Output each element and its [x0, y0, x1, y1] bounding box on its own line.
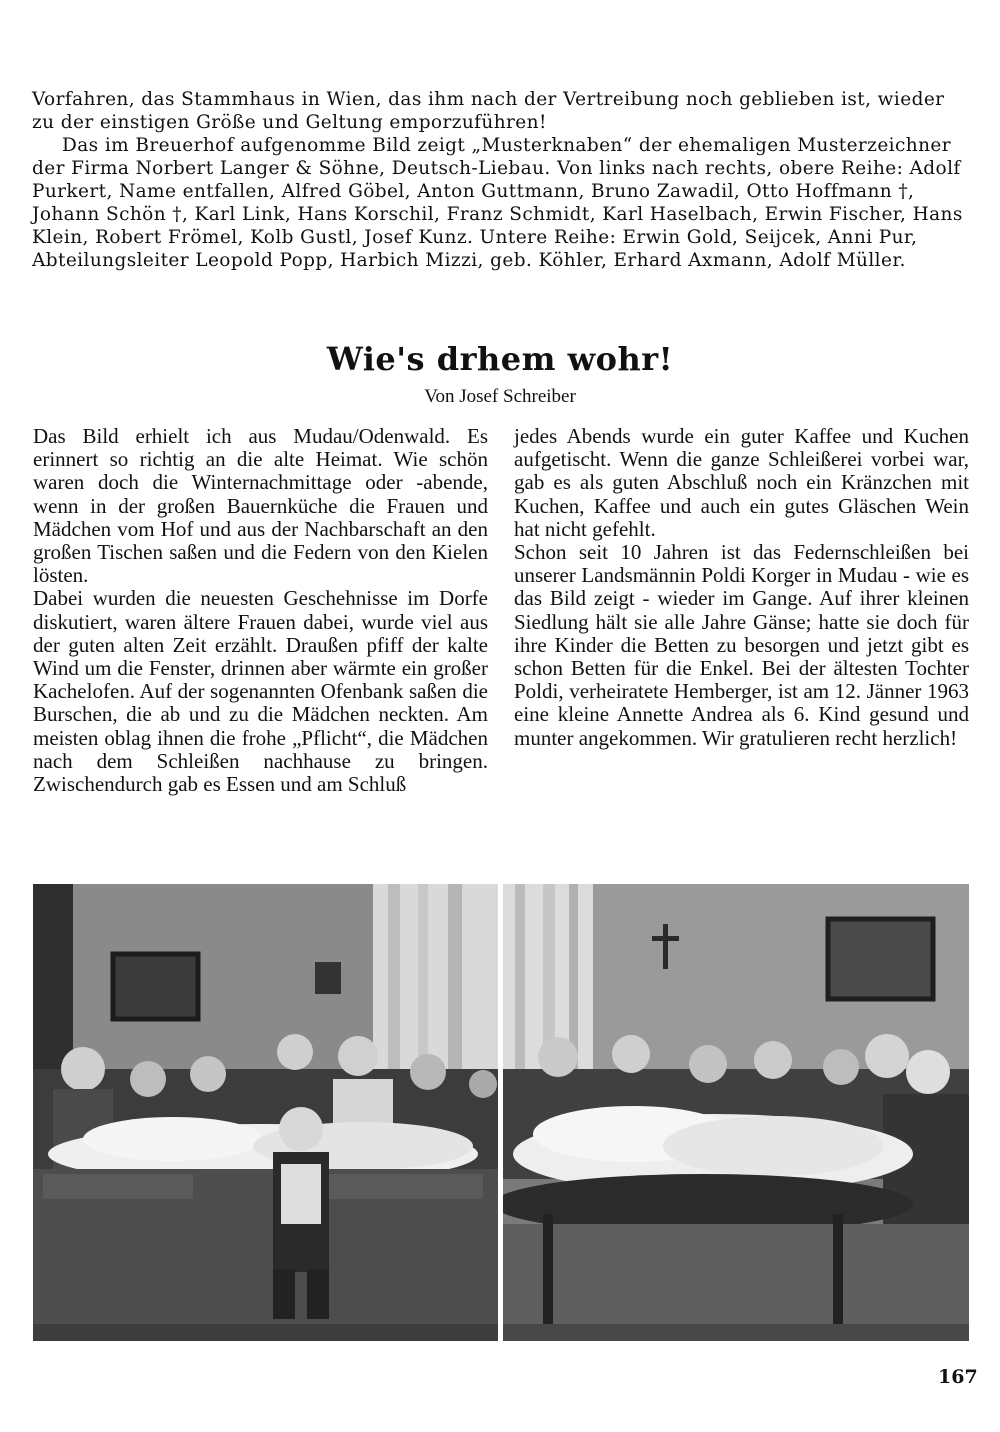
- intro-paragraph-2: Das im Breuerhof aufgenomme Bild zeigt „Musterknaben“ der ehemaligen Musterzeichner der Firma Norbert Langer & Söhne, Deutsch-Liebau. Von links nach rechts, obere Reihe: Adolf Purkert, Name entfallen, Alfred Göbel, Anton Guttmann, Bruno Zawadil, Otto Hoffmann †, Johann Schön †, Karl Link, Hans Korschil, Franz Schmidt, Karl Haselbach, Erwin Fischer, Hans Klein, Robert Frömel, Kolb Gustl, Josef Kunz. Untere Reihe: Erwin Gold, Seijcek, Anni Pur, Abteilungsleiter Leopold Popp, Harbich Mizzi, geb. Köhler, Erhard Axmann, Adolf Müller.: [32, 135, 963, 271]
- photo-left-drawing: [33, 884, 498, 1341]
- article-column-right: [514, 425, 969, 750]
- photo-right-drawing: [503, 884, 969, 1341]
- intro-paragraph-1: Vorfahren, das Stammhaus in Wien, das ihm nach der Vertreibung noch geblieben ist, wieder zu der einstigen Größe und Geltung emporzuführen!: [32, 89, 945, 133]
- article-column-left: [33, 425, 488, 796]
- article-paragraph: Schon seit 10 Jahren ist das Federnschleißen bei unserer Landsmännin Poldi Korger in Mudau - wie es das Bild zeigt - wieder im Gange. Auf ihrer kleinen Siedlung hält sie alle Jahre Gänse; hatte sie doch für ihre Kinder die Betten zu besorgen und jetzt gibt es schon Betten für die Enkel. Bei der ältesten Tochter Poldi, verheiratete Hemberger, ist am 12. Jänner 1963 eine kleine Annette Andrea als 6. Kind gesund und munter angekommen. Wir gratulieren recht herzlich!: [514, 540, 969, 750]
- intro-text-block: [32, 88, 972, 272]
- photo-feather-plucking-right: [503, 884, 969, 1341]
- article-paragraph: jedes Abends wurde ein guter Kaffee und Kuchen aufgetischt. Wenn die ganze Schleißerei vorbei war, gab es als guten Abschluß noch ein Kränzchen mit Kuchen, Kaffee und auch ein gutes Gläschen Wein hat nicht gefehlt.: [514, 424, 969, 541]
- article-byline: Von Josef Schreiber: [424, 386, 576, 407]
- article-paragraph: Das Bild erhielt ich aus Mudau/Odenwald. Es erinnert so richtig an die alte Heimat. Wie schön waren doch die Winternachmittage oder -abende, wenn in der großen Bauernküche die Frauen und Mädchen vom Hof und aus der Nachbarschaft an den großen Tischen saßen und die Federn von den Kielen lösten.: [33, 424, 488, 588]
- photo-feather-plucking-left: [33, 884, 498, 1341]
- page-number: 167: [938, 1366, 978, 1388]
- article-title: Wie's drhem wohr!: [326, 340, 674, 378]
- article-paragraph: Dabei wurden die neuesten Geschehnisse im Dorfe diskutiert, waren ältere Frauen dabei, wurde viel aus der guten alten Zeit erzählt. Draußen pfiff der kalte Wind um die Fenster, drinnen aber wärmte ein großer Kachelofen. Auf der sogenannten Ofenbank saßen die Burschen, die ab und zu die Mädchen neckten. Am meisten oblag ihnen die frohe „Pflicht“, die Mädchen nach dem Schleißen nachhause zu bringen. Zwischendurch gab es Essen und am Schluß: [33, 586, 488, 797]
